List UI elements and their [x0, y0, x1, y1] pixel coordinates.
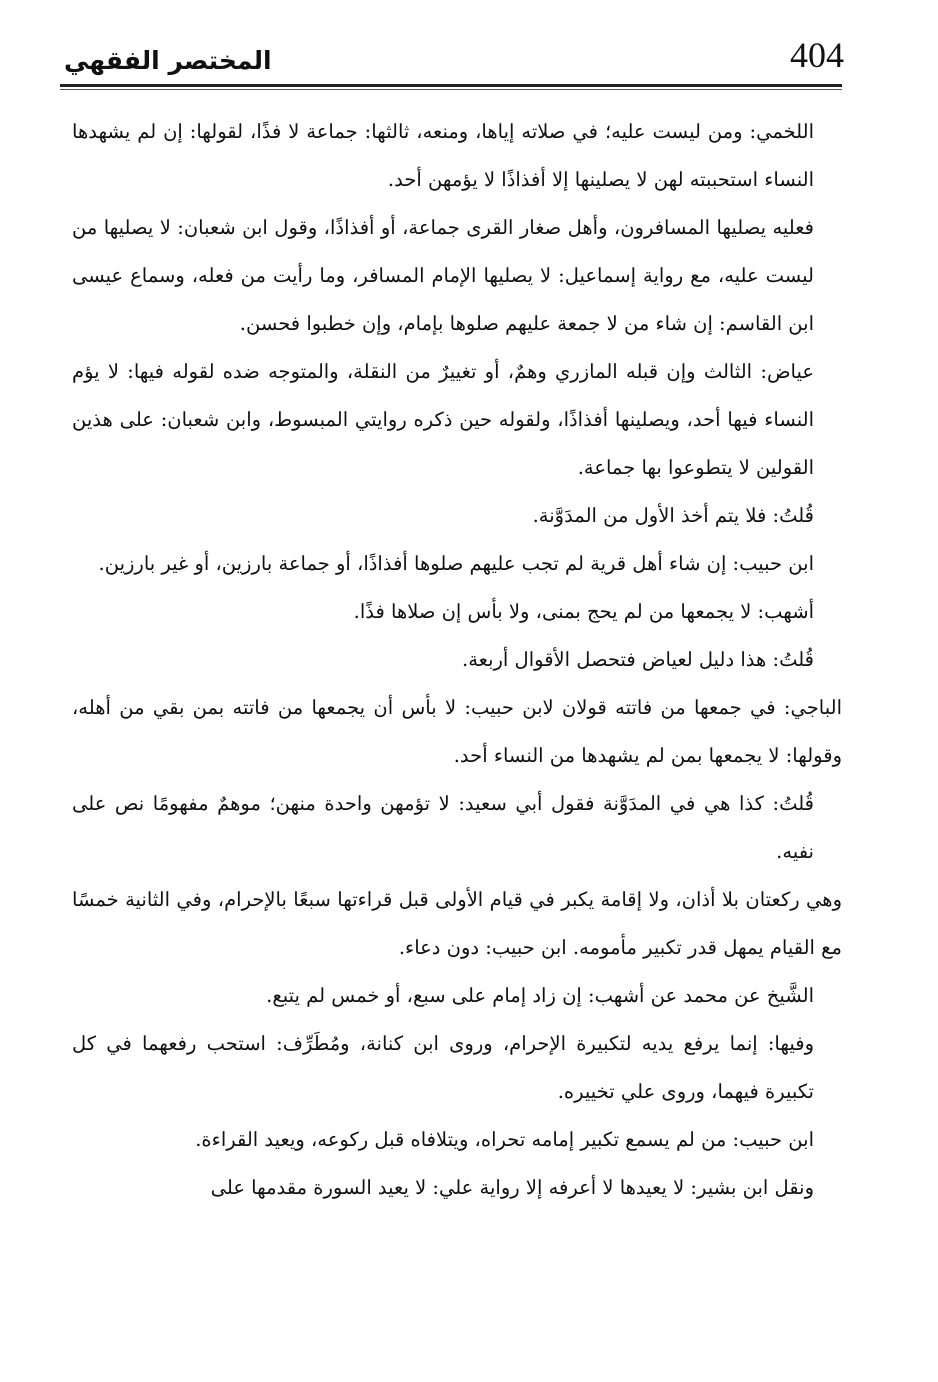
page-number: 404 — [790, 35, 844, 75]
paragraph: الشَّيخ عن محمد عن أشهب: إن زاد إمام على سبع، أو خمس لم يتبع. — [266, 984, 814, 1007]
paragraph: قُلتُ: كذا هي في المدَوَّنة فقول أبي سعيد: لا تؤمهن واحدة منهن؛ موهمٌ مفهومًا نص على نفيه. — [72, 792, 814, 863]
paragraph: الباجي: في جمعها من فاتته قولان لابن حبيب: لا بأس أن يجمعها من فاتته بمن بقي من أهله، وقولها: لا يجمعها بمن لم يشهدها من النساء أحد. — [72, 696, 842, 767]
paragraph: ابن حبيب: إن شاء أهل قرية لم تجب عليهم صلوها أفذاذًا، أو جماعة بارزين، أو غير بارزين. — [98, 552, 814, 575]
running-title: المختصر الفقهي — [64, 46, 272, 75]
paragraph: أشهب: لا يجمعها من لم يحج بمنى، ولا بأس إن صلاها فذًا. — [353, 600, 814, 623]
paragraph: اللخمي: ومن ليست عليه؛ في صلاته إياها، ومنعه، ثالثها: جماعة لا فذًا، لقولها: إن لم يشهدها النساء استحببته لهن لا يصلينها إلا أفذاذًا لا يؤمهن أحد. — [72, 120, 814, 191]
paragraph: فعليه يصليها المسافرون، وأهل صغار القرى جماعة، أو أفذاذًا، وقول ابن شعبان: لا يصليها من ليست عليه، مع رواية إسماعيل: لا يصليها الإمام المسافر، وما رأيت من فعله، وسماع عيسى ابن القاسم: إن شاء من لا جمعة عليهم صلوها بإمام، وإن خطبوا فحسن. — [72, 216, 814, 335]
header-divider — [60, 84, 842, 90]
paragraph: عياض: الثالث وإن قبله المازري وهمٌ، أو تغييرٌ من النقلة، والمتوجه ضده لقوله فيها: لا يؤم النساء فيها أحد، ويصلينها أفذاذًا، ولقوله حين ذكره روايتي المبسوط، وابن شعبان: على هذين القولين لا يتطوعوا بها جماعة. — [72, 360, 814, 479]
paragraph: وفيها: إنما يرفع يديه لتكبيرة الإحرام، وروى ابن كنانة، ومُطَرِّف: استحب رفعهما في كل تكبيرة فيهما، وروى علي تخييره. — [72, 1032, 814, 1103]
paragraph: ونقل ابن بشير: لا يعيدها لا أعرفه إلا رواية علي: لا يعيد السورة مقدمها على — [210, 1176, 814, 1199]
paragraph: قُلتُ: فلا يتم أخذ الأول من المدَوَّنة. — [532, 504, 814, 527]
paragraph: ابن حبيب: من لم يسمع تكبير إمامه تحراه، ويتلافاه قبل ركوعه، ويعيد القراءة. — [195, 1128, 814, 1151]
page-header — [64, 28, 842, 88]
paragraph: قُلتُ: هذا دليل لعياض فتحصل الأقوال أربعة. — [462, 648, 814, 671]
paragraph: وهي ركعتان بلا أذان، ولا إقامة يكبر في قيام الأولى قبل قراءتها سبعًا بالإحرام، وفي الثانية خمسًا مع القيام يمهل قدر تكبير مأمومه. ابن حبيب: دون دعاء. — [72, 888, 842, 959]
body-text — [72, 108, 842, 1212]
